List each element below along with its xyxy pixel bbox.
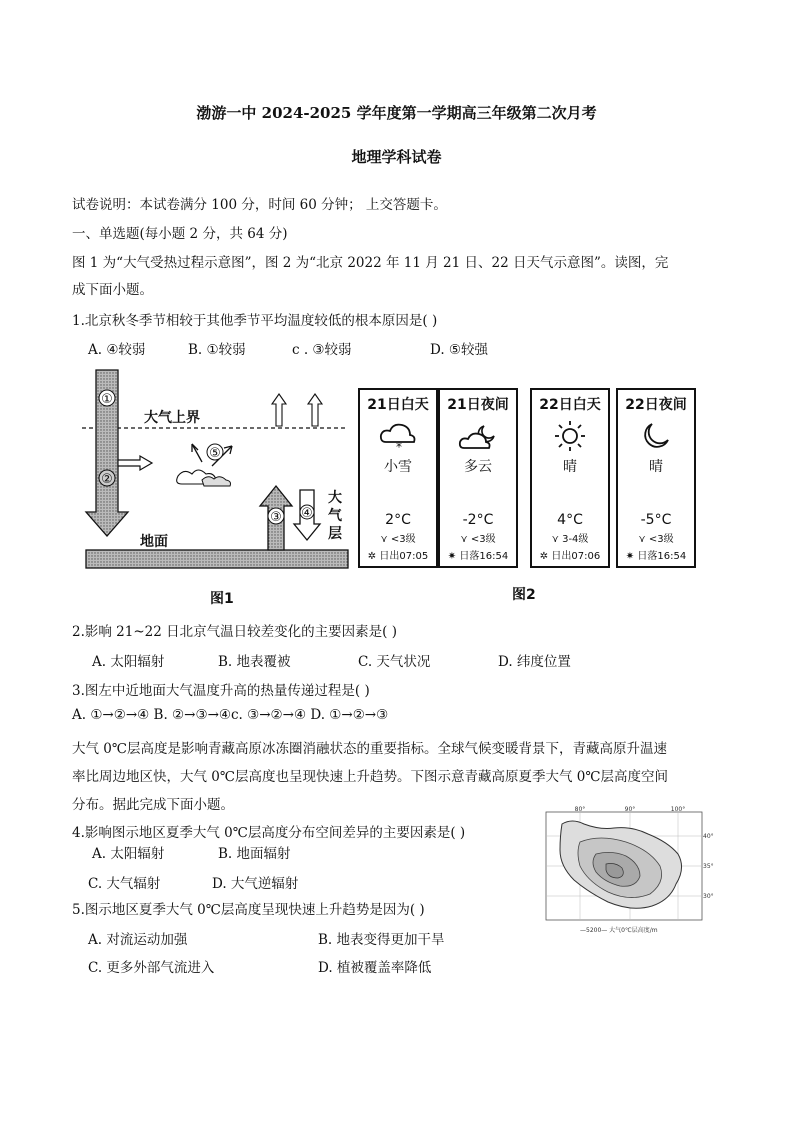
lon-label-90: 90° <box>624 806 636 813</box>
ground-label: 地面 <box>140 534 168 550</box>
weather-panel-21-day <box>358 388 438 568</box>
q5-option-a: A. 对流运动加强 <box>88 932 188 948</box>
marker-2: ② <box>101 472 113 487</box>
panel-wind: ⋎ <3级 <box>380 534 416 545</box>
panel-heading: 21日夜间 <box>447 397 509 413</box>
panel-heading: 21日白天 <box>367 397 429 413</box>
weather-panel-22-night <box>616 388 696 568</box>
q2-option-a: A. 太阳辐射 <box>92 654 165 670</box>
q5-option-d: D. 植被覆盖率降低 <box>318 960 432 976</box>
lon-label-80: 80° <box>574 806 586 813</box>
material-1-line-2: 成下面小题。 <box>72 282 153 298</box>
marker-3: ③ <box>270 510 282 525</box>
q2-option-c: C. 天气状况 <box>358 654 431 670</box>
panel-temperature: -5°C <box>640 512 672 528</box>
atmosphere-label-2: 气 <box>328 508 342 524</box>
figure-1-label: 图1 <box>210 591 234 607</box>
q4-option-c: C. 大气辐射 <box>88 876 161 892</box>
wind-icon: ⋎ <box>638 534 649 545</box>
question-2-stem: 2.影响 21~22 日北京气温日较差变化的主要因素是( ) <box>72 624 397 640</box>
sunrise-icon: ✲ <box>367 551 380 562</box>
section-heading: 一、单选题(每小题 2 分，共 64 分) <box>72 226 288 242</box>
atmosphere-label-1: 大 <box>328 490 342 506</box>
lat-label-30: 30° <box>703 893 714 900</box>
marker-1: ① <box>101 392 113 407</box>
panel-sun-time: ✲ 日出07:05 <box>367 551 429 562</box>
wind-icon: ⋎ <box>460 534 471 545</box>
q2-option-d: D. 纬度位置 <box>498 654 571 670</box>
sunset-icon: ✷ <box>447 551 460 562</box>
material-2-line-2: 率比周边地区快，大气 0℃层高度也呈现快速上升趋势。下图示意青藏高原夏季大气 0℃层高度空间 <box>72 769 668 785</box>
q5-option-b: B. 地表变得更加干旱 <box>318 932 445 948</box>
cloudy-night-icon <box>440 420 516 456</box>
material-2-line-1: 大气 0℃层高度是影响青藏高原冰冻圈消融状态的重要指标。全球气候变暖背景下，青藏高原升温速 <box>72 741 667 757</box>
moon-icon <box>618 420 694 456</box>
panel-sun-time: ✷ 日落16:54 <box>625 551 687 562</box>
snow-cloud-icon <box>360 420 436 456</box>
panel-heading: 22日夜间 <box>625 397 687 413</box>
panel-condition: 多云 <box>464 459 492 475</box>
question-5-stem: 5.图示地区夏季大气 0℃层高度呈现快速上升趋势是因为( ) <box>72 902 425 918</box>
figure-1-diagram <box>82 366 348 572</box>
tibet-zero-degree-map <box>540 806 714 938</box>
sunset-icon: ✷ <box>625 551 638 562</box>
wind-icon: ⋎ <box>380 534 391 545</box>
panel-wind: ⋎ <3级 <box>460 534 496 545</box>
lat-label-40: 40° <box>703 833 714 840</box>
q4-option-d: D. 大气逆辐射 <box>212 876 299 892</box>
weather-panel-22-day <box>530 388 610 568</box>
material-1-line-1: 图 1 为“大气受热过程示意图”，图 2 为“北京 2022 年 11 月 21 日、22 日天气示意图”。读图，完 <box>72 255 669 271</box>
marker-5: ⑤ <box>209 446 221 461</box>
panel-wind: ⋎ 3-4级 <box>551 534 589 545</box>
lat-label-35: 35° <box>703 863 714 870</box>
q3-options: A. ①→②→④ B. ②→③→④c. ③→②→④ D. ①→②→③ <box>72 707 389 723</box>
question-4-stem: 4.影响图示地区夏季大气 0℃层高度分布空间差异的主要因素是( ) <box>72 825 466 841</box>
figure-1-svg <box>82 366 348 572</box>
question-1-stem: 1.北京秋冬季节相较于其他季节平均温度较低的根本原因是( ) <box>72 313 438 329</box>
upper-boundary-label: 大气上界 <box>144 410 200 426</box>
panel-temperature: -2°C <box>462 512 494 528</box>
q1-option-d: D. ⑤较强 <box>430 342 489 358</box>
panel-temperature: 4°C <box>557 512 583 528</box>
figure-2-label: 图2 <box>512 587 536 603</box>
panel-heading: 22日白天 <box>539 397 601 413</box>
question-3-stem: 3.图左中近地面大气温度升高的热量传递过程是( ) <box>72 683 370 699</box>
panel-sun-time: ✷ 日落16:54 <box>447 551 509 562</box>
panel-condition: 晴 <box>563 459 577 475</box>
q4-option-b: B. 地面辐射 <box>218 846 291 862</box>
q2-option-b: B. 地表覆被 <box>218 654 291 670</box>
sunrise-icon: ✲ <box>539 551 552 562</box>
map-legend: —5200— 大气0℃层高度/m <box>580 927 658 934</box>
q1-option-c: c . ③较弱 <box>292 342 352 358</box>
sun-icon <box>532 420 608 456</box>
weather-panel-21-night <box>438 388 518 568</box>
q4-option-a: A. 太阳辐射 <box>92 846 165 862</box>
exam-title: 渤游一中 2024-2025 学年度第一学期高三年级第二次月考 <box>196 104 597 122</box>
exam-subtitle: 地理学科试卷 <box>351 148 442 166</box>
q1-option-a: A. ④较弱 <box>88 342 146 358</box>
marker-4: ④ <box>301 506 313 521</box>
panel-condition: 小雪 <box>384 459 412 475</box>
material-2-line-3: 分布。据此完成下面小题。 <box>72 797 234 813</box>
atmosphere-label-3: 层 <box>328 526 342 542</box>
panel-temperature: 2°C <box>385 512 411 528</box>
q1-option-b: B. ①较弱 <box>188 342 246 358</box>
lon-label-100: 100° <box>670 806 686 813</box>
panel-condition: 晴 <box>649 459 663 475</box>
svg-text:*: * <box>396 440 402 454</box>
q5-option-c: C. 更多外部气流进入 <box>88 960 215 976</box>
panel-wind: ⋎ <3级 <box>638 534 674 545</box>
exam-note: 试卷说明：本试卷满分 100 分，时间 60 分钟； 上交答题卡。 <box>72 197 447 213</box>
panel-sun-time: ✲ 日出07:06 <box>539 551 601 562</box>
wind-icon: ⋎ <box>551 534 563 545</box>
